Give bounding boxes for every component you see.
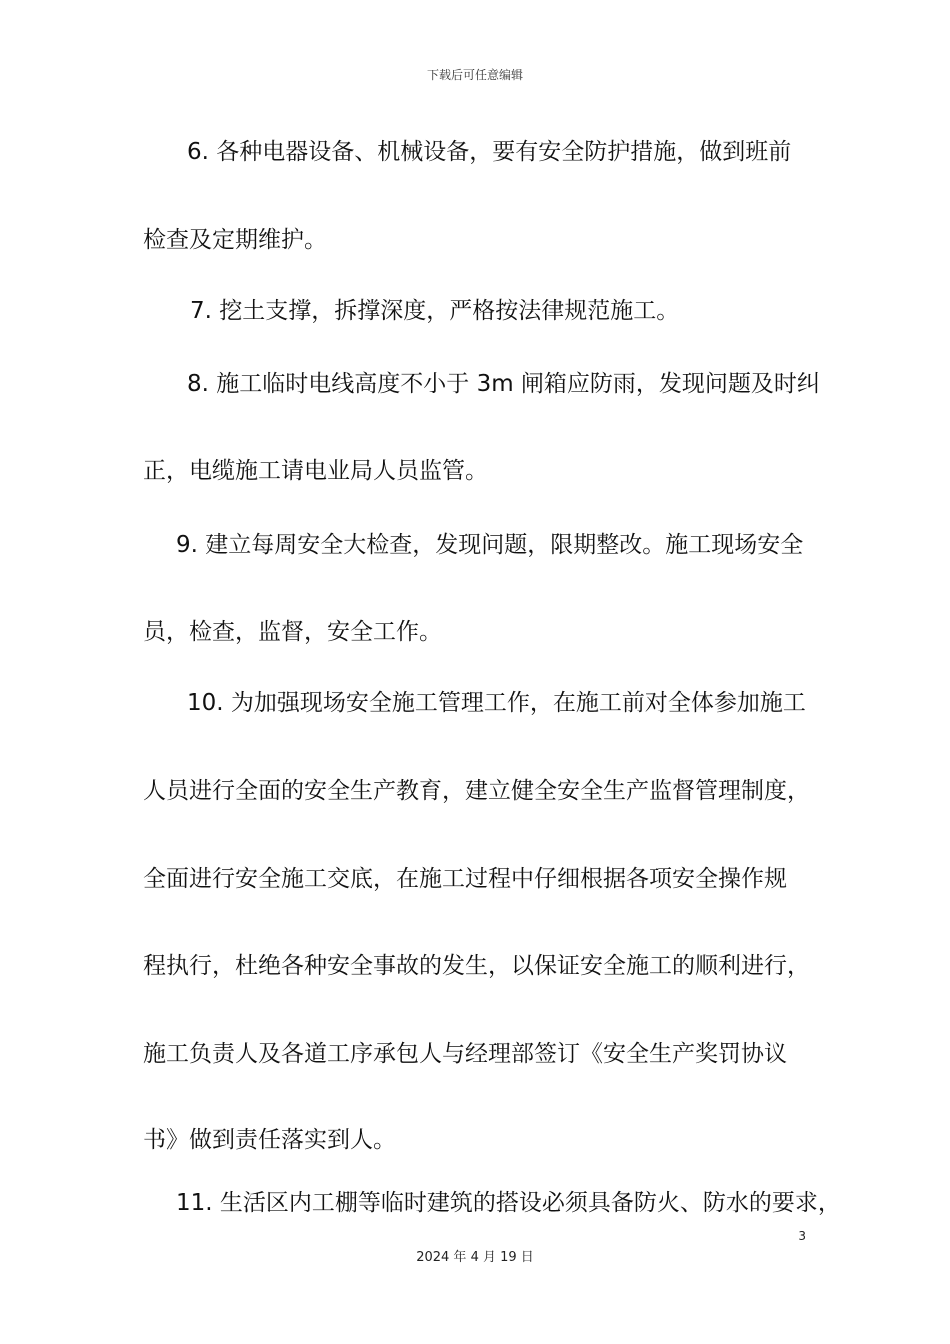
- page-number: 3: [798, 1229, 806, 1243]
- paragraph-8-line-2: 正，电缆施工请电业局人员监管。: [143, 458, 488, 484]
- paragraph-10-line-3: 全面进行安全施工交底，在施工过程中仔细根据各项安全操作规: [143, 866, 787, 892]
- paragraph-8-line-1: 8. 施工临时电线高度不小于 3m 闸箱应防雨，发现问题及时纠: [187, 371, 820, 397]
- paragraph-10-line-4: 程执行，杜绝各种安全事故的发生，以保证安全施工的顺利进行，: [143, 953, 810, 979]
- paragraph-11-line-1: 11. 生活区内工棚等临时建筑的搭设必须具备防火、防水的要求，: [176, 1190, 841, 1216]
- paragraph-6-line-1: 6. 各种电器设备、机械设备，要有安全防护措施，做到班前: [187, 139, 792, 165]
- paragraph-9-line-2: 员，检查，监督，安全工作。: [143, 619, 442, 645]
- page-header-note: 下载后可任意编辑: [426, 68, 523, 82]
- paragraph-10-line-6: 书》做到责任落实到人。: [143, 1127, 396, 1153]
- paragraph-9-line-1: 9. 建立每周安全大检查，发现问题，限期整改。施工现场安全: [176, 532, 804, 558]
- page-footer-date: 2024 年 4 月 19 日: [416, 1250, 534, 1265]
- paragraph-10-line-1: 10. 为加强现场安全施工管理工作，在施工前对全体参加施工: [187, 690, 806, 716]
- paragraph-7-line-1: 7. 挖土支撑，拆撑深度，严格按法律规范施工。: [190, 298, 680, 324]
- paragraph-6-line-2: 检查及定期维护。: [143, 227, 327, 253]
- paragraph-10-line-5: 施工负责人及各道工序承包人与经理部签订《安全生产奖罚协议: [143, 1041, 787, 1067]
- paragraph-10-line-2: 人员进行全面的安全生产教育，建立健全安全生产监督管理制度，: [143, 778, 810, 804]
